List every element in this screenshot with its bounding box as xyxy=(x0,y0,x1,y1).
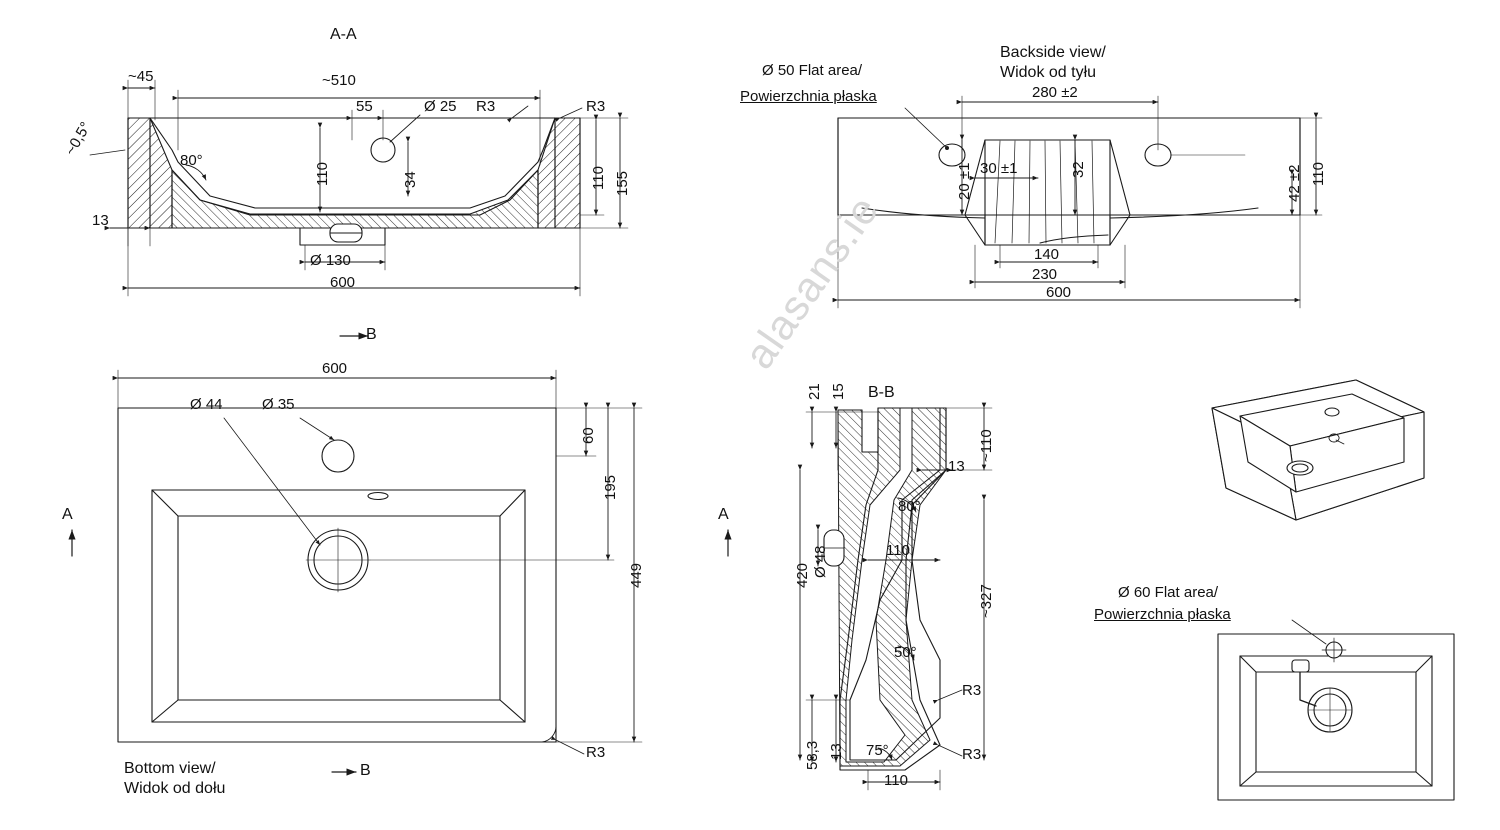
dim-d130: Ø 130 xyxy=(310,252,351,269)
dim-42: 42 ±2 xyxy=(1286,164,1303,202)
dim-140: 140 xyxy=(1034,246,1060,263)
dim-angle-80-bb: 80° xyxy=(898,498,921,515)
view-top-flat-area xyxy=(1218,620,1454,800)
bottom-title-en: Bottom view/ xyxy=(124,760,216,777)
dim-195: 195 xyxy=(602,474,619,500)
dim-230: 230 xyxy=(1032,266,1058,283)
dim-600-bottom: 600 xyxy=(322,360,348,377)
backside-title-en: Backside view/ xyxy=(1000,44,1106,61)
dim-d35: Ø 35 xyxy=(262,396,295,413)
section-bb-title: B-B xyxy=(868,384,895,401)
dim-55: 55 xyxy=(356,98,373,115)
dim-583: 58,3 xyxy=(804,740,821,770)
dim-280: 280 ±2 xyxy=(1032,84,1078,101)
view-isometric xyxy=(1212,380,1424,520)
flat-area-60-pl: Powierzchnia płaska xyxy=(1094,606,1231,623)
dim-32: 32 xyxy=(1070,161,1087,178)
dim-110-right: 110 xyxy=(590,166,607,190)
dim-r3-bb-b: R3 xyxy=(962,746,982,763)
dim-r3-bb-a: R3 xyxy=(962,682,982,699)
dim-13-bb: 13 xyxy=(948,458,965,475)
mark-a-bb: A xyxy=(718,506,729,523)
dim-21: 21 xyxy=(806,383,823,400)
dim-600-aa: 600 xyxy=(330,274,356,291)
dim-angle-75: 75° xyxy=(866,742,889,759)
dim-15: 15 xyxy=(830,383,847,400)
dim-449: 449 xyxy=(628,562,645,588)
flat-area-50-pl: Powierzchnia płaska xyxy=(740,88,877,105)
dim-420: 420 xyxy=(794,562,811,588)
dim-327: ~327 xyxy=(978,584,995,618)
mark-a-left: A xyxy=(62,506,73,523)
bottom-title-pl: Widok od dołu xyxy=(124,780,226,797)
flat-area-50-en: Ø 50 Flat area/ xyxy=(762,62,863,79)
dim-13-bb-bottom: 13 xyxy=(828,743,845,760)
dim-60: 60 xyxy=(580,427,597,444)
watermark: alasans.ie xyxy=(735,186,888,377)
dim-angle-50: 50° xyxy=(894,644,917,661)
view-backside xyxy=(838,96,1322,308)
section-aa-title: A-A xyxy=(330,26,357,43)
dim-angle-05: ~0,5° xyxy=(62,119,95,159)
dim-110-mid: 110 xyxy=(886,542,910,559)
dim-20: 20 ±1 xyxy=(956,162,973,200)
dim-d25: Ø 25 xyxy=(424,98,457,115)
dim-angle-80: 80° xyxy=(180,152,203,169)
mark-b-top: B xyxy=(366,326,377,343)
flat-area-60-en: Ø 60 Flat area/ xyxy=(1118,584,1219,601)
dim-45: ~45 xyxy=(128,68,154,85)
view-bottom xyxy=(72,336,642,772)
dim-510: ~510 xyxy=(322,72,356,89)
dim-34: 34 xyxy=(402,171,419,188)
dim-d44: Ø 44 xyxy=(190,396,223,413)
dim-r3-a: R3 xyxy=(476,98,496,115)
dim-30: 30 ±1 xyxy=(980,160,1018,177)
dim-110-backside: 110 xyxy=(1310,162,1327,186)
backside-title-pl: Widok od tyłu xyxy=(1000,64,1097,81)
dim-110-left: 110 xyxy=(314,162,331,186)
dim-d48: Ø 48 xyxy=(812,545,829,578)
dim-r3-b: R3 xyxy=(586,98,606,115)
dim-r3-bottom: R3 xyxy=(586,744,606,761)
dim-600-backside: 600 xyxy=(1046,284,1072,301)
dim-155: 155 xyxy=(614,170,631,196)
dim-110-bb-bottom: 110 xyxy=(884,772,908,789)
mark-b-bottom: B xyxy=(360,762,371,779)
dim-13-aa: 13 xyxy=(92,212,109,229)
dim-110-bb: ~110 xyxy=(978,429,995,462)
